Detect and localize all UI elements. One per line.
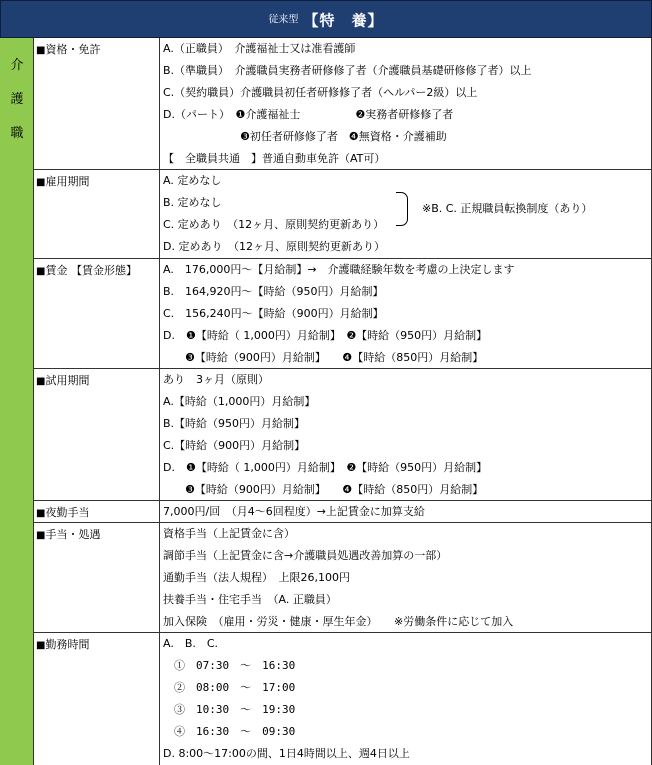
content-line: 調節手当（上記賃金に含→介護職員処遇改善加算の一部） [163, 549, 448, 562]
content-line: D. 定めあり （12ヶ月、原則契約更新あり） [163, 240, 385, 253]
conversion-note: ※B. C. 正規職員転換制度（あり） [422, 202, 593, 215]
row-label: ■資格・免許 [34, 38, 160, 169]
content-line: B.【時給（950円）月給制】 [163, 417, 306, 430]
row-content [160, 523, 652, 632]
row-content [160, 369, 652, 500]
side-char: 護 [10, 92, 24, 107]
row-label: ■試用期間 [34, 369, 160, 500]
content-line: A. 176,000円～【月給制】→ 介護職経験年数を考慮の上決定します [163, 263, 515, 276]
brace-bracket [396, 192, 408, 226]
content-line: D. ❶【時給（ 1,000円）月給制】 ❷【時給（950円）月給制】 [163, 329, 488, 342]
content-line: 7,000円/回 （月4～6回程度）→上記賃金に加算支給 [163, 505, 425, 518]
content-line: B. 164,920円～【時給（950円）月給制】 [163, 285, 384, 298]
row-label: ■賃金 【賃金形態】 [34, 259, 160, 368]
table-row [34, 259, 652, 369]
job-table [0, 38, 652, 765]
row-label: ■勤務時間 [34, 633, 160, 765]
header-type-label: 従来型 [268, 14, 299, 26]
page-header [0, 0, 652, 38]
table-row [34, 523, 652, 633]
row-content [160, 170, 652, 258]
content-line: C.（契約職員）介護職員初任者研修修了者（ヘルパー2級）以上 [163, 86, 478, 99]
content-line: ③ 10:30 ～ 19:30 [163, 703, 296, 716]
side-char: 職 [10, 126, 24, 141]
side-char: 介 [10, 58, 24, 73]
content-line: A. 定めなし [163, 174, 222, 187]
content-line: B. 定めなし [163, 196, 222, 209]
table-row [34, 170, 652, 259]
row-label: ■夜勤手当 [34, 501, 160, 522]
row-content [160, 633, 652, 765]
row-label: ■雇用期間 [34, 170, 160, 258]
content-line: D.（パート） ❶介護福祉士 ❷実務者研修修了者 [163, 108, 454, 121]
content-line: ① 07:30 ～ 16:30 [163, 659, 296, 672]
content-line: D. 8:00～17:00の間、1日4時間以上、週4日以上 [163, 747, 410, 760]
content-line: ❸【時給（900円）月給制】 ❹【時給（850円）月給制】 [163, 483, 484, 496]
content-line: D. ❶【時給（ 1,000円）月給制】 ❷【時給（950円）月給制】 [163, 461, 488, 474]
row-content [160, 38, 652, 169]
row-content [160, 259, 652, 368]
content-line: 加入保険 （雇用・労災・健康・厚生年金） ※労働条件に応じて加入 [163, 615, 514, 628]
content-line: 【 全職員共通 】普通自動車免許（AT可） [163, 152, 386, 165]
content-line: ④ 16:30 ～ 09:30 [163, 725, 296, 738]
table-row [34, 38, 652, 170]
row-label: ■手当・処遇 [34, 523, 160, 632]
content-line: 扶養手当・住宅手当 （A. 正職員） [163, 593, 337, 606]
content-line: C.【時給（900円）月給制】 [163, 439, 306, 452]
content-line: 通勤手当（法人規程） 上限26,100円 [163, 571, 350, 584]
content-line: ❸初任者研修修了者 ❹無資格・介護補助 [163, 130, 447, 143]
content-line: ❸【時給（900円）月給制】 ❹【時給（850円）月給制】 [163, 351, 484, 364]
content-line: A.（正職員） 介護福祉士又は准看護師 [163, 42, 356, 55]
table-row [34, 501, 652, 523]
header-title: 【特 養】 [303, 11, 384, 30]
content-line: A. B. C. [163, 637, 219, 650]
content-line: C. 156,240円～【時給（900円）月給制】 [163, 307, 384, 320]
row-content [160, 501, 652, 522]
table-row [34, 369, 652, 501]
table-row [34, 633, 652, 765]
content-line: 資格手当（上記賃金に含） [163, 527, 295, 540]
content-line: A.【時給（1,000円）月給制】 [163, 395, 316, 408]
content-line: ② 08:00 ～ 17:00 [163, 681, 296, 694]
content-line: B.（準職員） 介護職員実務者研修修了者（介護職員基礎研修修了者）以上 [163, 64, 532, 77]
content-line: C. 定めあり （12ヶ月、原則契約更新あり） [163, 218, 385, 231]
side-category-label [0, 38, 34, 765]
content-line: あり 3ヶ月（原則） [163, 373, 269, 386]
